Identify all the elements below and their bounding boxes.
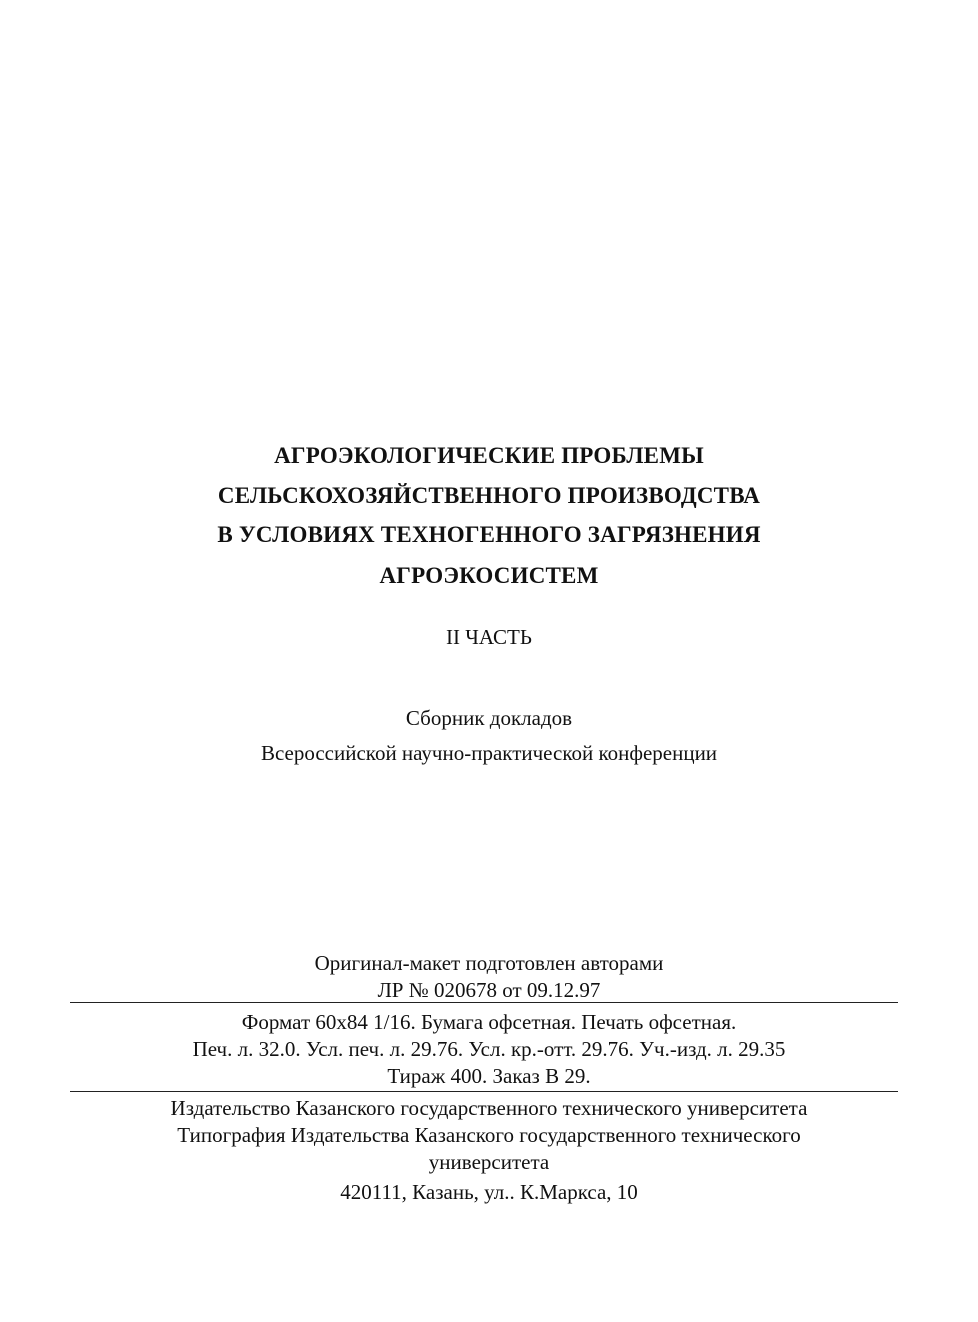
format-line: Формат 60х84 1/16. Бумага офсетная. Печать офсетная. (241, 1010, 737, 1034)
prepared-by-line: Оригинал-макет подготовлен авторами (314, 951, 664, 975)
divider-top (70, 1002, 898, 1003)
publisher-line: Издательство Казанского государственного технического университета (170, 1096, 808, 1120)
divider-bottom (70, 1091, 898, 1092)
print-run-line: Тираж 400. Заказ В 29. (387, 1064, 591, 1088)
title-line-1: АГРОЭКОЛОГИЧЕСКИЕ ПРОБЛЕМЫ (274, 443, 704, 468)
part-label: II ЧАСТЬ (446, 625, 532, 649)
title-line-4: АГРОЭКОСИСТЕМ (379, 563, 599, 588)
sheets-line: Печ. л. 32.0. Усл. печ. л. 29.76. Усл. кр.-отт. 29.76. Уч.-изд. л. 29.35 (192, 1037, 786, 1061)
printing-house-line-1: Типография Издательства Казанского государственного технического (177, 1123, 801, 1147)
title-line-2: СЕЛЬСКОХОЗЯЙСТВЕННОГО ПРОИЗВОДСТВА (217, 483, 761, 508)
printing-house-line-2: университета (428, 1150, 550, 1174)
subtitle-line-1: Сборник докладов (405, 706, 573, 730)
license-line: ЛР № 020678 от 09.12.97 (377, 978, 601, 1002)
address-line: 420111, Казань, ул.. К.Маркса, 10 (340, 1180, 638, 1204)
subtitle-line-2: Всероссийской научно-практической конференции (260, 741, 718, 765)
title-line-3: В УСЛОВИЯХ ТЕХНОГЕННОГО ЗАГРЯЗНЕНИЯ (217, 522, 761, 547)
